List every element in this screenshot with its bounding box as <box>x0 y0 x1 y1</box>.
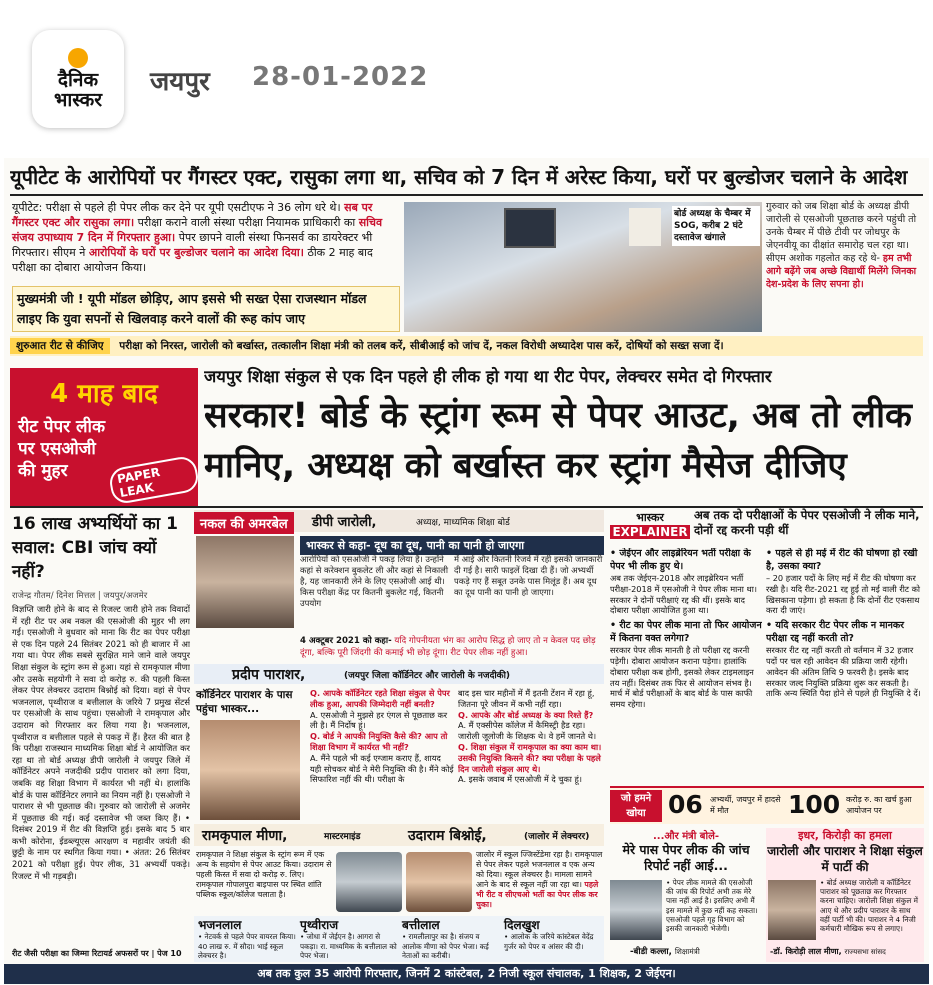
dp-jaroli-photo[interactable] <box>196 536 294 628</box>
sun-icon <box>68 48 88 68</box>
chain-text: • रामलीलापुर का है। संजय व आलोक मीणा को पेपर भेजा। कई नेताओं का करीबी। <box>402 932 489 960</box>
explainer-question: • यदि सरकार रीट पेपर लीक न मानकर परीक्षा रद्द नहीं करती तो? <box>766 620 905 644</box>
cbi-byline: राजेन्द्र गौतम/ दिनेश मित्तल | जयपुर/अजमेर <box>12 591 148 601</box>
kirodi-role: राज्यसभा सांसद <box>844 948 886 956</box>
ramkripal-text: रामकृपाल ने शिक्षा संकुल के स्ट्रांग रूम में एक अन्य के सहयोग से पेपर आउट किया। उदाराम से पहली किस्त में सवा दो करोड़ रु. लिए। रामकृपाल गोपालपुरा बाइपास पर स्थित शांति पब्लिक स्कूल/कॉलेज चलाता है। <box>196 850 332 899</box>
answer: A. मैं एक्सीपेस कॉलेज में कैमिस्ट्री हैड रहा। जारोली जूलोजी के शिक्षक थे। वे हमें जानते थे। <box>458 720 597 742</box>
minister-headline: मेरे पास पेपर लीक की जांच रिपोर्ट नहीं आई... <box>622 842 750 873</box>
portrait-frame-shape <box>629 208 661 246</box>
newspaper-page[interactable] <box>4 158 929 985</box>
explainer-label2: EXPLAINER <box>610 525 690 539</box>
oct-text: यदि गोपनीयता भंग का आरोप सिद्ध हो जाए तो न केवल पद छोड़ दूंगा, बल्कि पूरी जिंदगी की कमाई भी छोड़ दूंगा। रीट पेपर लीक नहीं हुआ। <box>300 636 596 658</box>
right-note <box>766 200 926 334</box>
qa-col2 <box>458 688 604 820</box>
question: Q. बोर्ड ने आपकी नियुक्ति कैसे की? आप तो शिक्षा विभाग में कार्यरत भी नहीं? <box>310 731 448 752</box>
top-headline: यूपीटेट के आरोपियों पर गैंगस्टर एक्ट, रासुका लगा था, सचिव को 7 दिन में अरेस्ट किया, घरों पर बुल्डोजर चलाने के आदेश <box>10 165 908 189</box>
cbi-body: विज्ञप्ति जारी होने के बाद से रिजल्ट जारी होने तक विवादों में रही रीट पर अब नकल की एसओजी की मुहर भी लग गई। एसओजी ने बुधवार को माना कि रीट का पेपर परीक्षा से एक दिन पहले 24 सितंबर 2021 को ही बाजार में आ गया था। पेपर लीक सबसे सुरक्षित माने जाने वाले जयपुर शिक्षा संकुल के स्ट्रांग रूम से हुआ। यहां से रामकृपाल मीणा और उसके सहयोगी ने सवा दो करोड़ रु. की पहली किस्त लेकर पेपर लेक्चरर उदाराम बिश्नोई को दिया। वहां से पेपर भजनलाल, पृथ्वीराज व बत्तीलाल के जरिये 7 प्रमुख सेंटर्स पर एसओजी के साथ पहुंचा। एसओजी ने रामकृपाल और उदाराम को गिरफ्तार कर लिया गया है। भजनलाल, पृथ्वीराज व बत्तीलाल पहले से पकड़ में हैं। हैरत की बात है कि परीक्षा राजस्थान माध्यमिक शिक्षा बोर्ड ने आयोजित कर रहा था तो बोर्ड अध्यक्ष डीपी जारोली ने जयपुर जिले में कॉर्डिनेटर अपने नजदीकी प्रदीप पाराशर को लगा दिया, जबकि वह शिक्षा विभाग में कार्यरत भी नहीं थे। हालांकि बोर्ड के पास कॉर्डिनेटर लगाने का नियम नहीं है। एसओजी ने पाराशर से भी पूछताछ की। गुरुवार को जारोली से अजमेर में पूछताछ की गई। कई दस्तावेज भी जब्त किए हैं। • दिसंबर 2019 में रीट की विज्ञप्ति हुई। इसके बाद 5 बार कभी कोरोना, ईडब्ल्यूएस आरक्षण व महावीर जयंती की छुट्टी के नाम पर स्थगित किया गया। • अंतत: 26 सितंबर 2021 को परीक्षा हुई। पेपर लीक, 31 अभ्यर्थी पकड़े। रिजल्ट में भी गड़बड़ी। <box>12 604 190 881</box>
four-months-title: 4 माह बाद <box>50 379 158 409</box>
kirodi-box <box>766 828 924 962</box>
minister-signature <box>630 946 700 957</box>
pradeep-parashar-photo[interactable] <box>200 720 300 820</box>
chain-text: • जोधा में जेईएन है। आगरा से पकड़ा। रा. माध्यमिक के बत्तीलाल को पेपर भेजा। <box>300 932 397 960</box>
dainik-bhaskar-logo[interactable] <box>32 30 124 128</box>
answer: बाद इस चार महीनों में मैं इतनी टेंशन में रहा हूं, जितना पूरे जीवन में कभी नहीं रहा। <box>458 688 595 709</box>
question: Q. आपके और बोर्ड अध्यक्ष के क्या रिश्ते हैं? <box>458 709 594 720</box>
four-months-box <box>10 368 198 506</box>
answer: A. मैंने पहले भी कई एग्जाम कराए हैं, शायद यही सोचकर बोर्ड ने मेरी नियुक्ति की है। मैंने कोई सिफारिश नहीं की थी। परीक्षा के <box>310 752 454 785</box>
chain-name: दिलखुश <box>504 918 540 932</box>
coordinator-head: कॉर्डिनेटर पाराशर के पास पहुंचा भास्कर... <box>196 689 293 715</box>
kirodi-pre: इधर, किरोड़ी का हमला <box>798 829 892 842</box>
reet-leak-line: पर एसओजी <box>18 439 96 459</box>
explainer-question: • पहले से ही मई में रीट की घोषणा हो रखी है, उसका क्या? <box>766 548 918 572</box>
kalla-photo[interactable] <box>610 880 662 940</box>
cbi-footer: रीट जैसी परीक्षा का जिम्मा रिटायर्ड अफसरों पर | पेज 10 <box>12 949 182 958</box>
paper-leak-stamp: PAPER LEAK <box>108 455 201 506</box>
top-story-text: यूपीटेट: परीक्षा से पहले ही पेपर लीक कर देने पर यूपी एसटीएफ ने 36 लोग धरे थे। <box>12 201 341 214</box>
qa-col1 <box>310 688 454 820</box>
reet-leak-line: रीट पेपर लीक <box>18 417 106 437</box>
dp-title: अध्यक्ष, माध्यमिक शिक्षा बोर्ड <box>416 518 510 528</box>
deaths-text: अभ्यर्थी, जयपुर में हादसे में मौत <box>710 795 781 815</box>
chain-name: भजनलाल <box>198 918 242 932</box>
chain-text: • आलोक के जरिये कांस्टेबल वेदेंद्र गुर्जर को पेपर व आंसर की दी। <box>504 932 594 951</box>
sub-headline: जयपुर शिक्षा संकुल से एक दिन पहले ही लीक हो गया था रीट पेपर, लेक्चरर समेत दो गिरफ्तार <box>204 367 772 386</box>
ramkripal-photo[interactable] <box>336 852 402 912</box>
pradeep-header <box>194 664 604 684</box>
edition-city: जयपुर <box>150 67 210 97</box>
oct-label: 4 अक्टूबर 2021 को कहा- <box>300 636 392 646</box>
minister-role: शिक्षामंत्री <box>674 947 700 956</box>
dp-quote-col1: आरोपियों को एसओजी ने पकड़ लिया है। उन्होंने कहां से करेक्शन बुकलेट ली और कहां से निकाली है, यह जानकारी लेने के लिए एसओजी आई थी। किस परीक्षा केंद्र पर कितनी बुकलेट गई, कितनी उपयोग <box>300 554 449 608</box>
pradeep-title: (जयपुर जिला कॉर्डिनेटर और जारोली के नजदीकी) <box>344 671 511 681</box>
dp-name: डीपी जारोली, <box>312 515 377 530</box>
explainer-headline: अब तक दो परीक्षाओं के पेपर एसओजी ने लीक माने, दोनों रद्द करनी पड़ी थीं <box>694 508 920 537</box>
loss-strip <box>610 786 924 824</box>
sog-raid-photo[interactable] <box>404 202 762 332</box>
ramkripal-title: मास्टरमाइंड <box>324 832 361 842</box>
logo-text-line1: दैनिक <box>57 69 99 91</box>
explainer-answer: अब तक जेईएन-2018 और लाइब्रेरियन भर्ती परीक्षा-2018 में एसओजी ने पेपर लीक माना था। सरकार ने दोनों परीक्षाएं रद्द की थीं। इसके बाद दोबारा परीक्षा आयोजित हुआ था। <box>610 573 757 616</box>
minister-sig: -बीडी कल्ला, <box>630 947 672 957</box>
accused-header <box>194 824 604 846</box>
answer: A. इसके जवाब में एसओजी में दे चुका हूं। <box>458 774 582 785</box>
explainer-label1: भास्कर <box>636 511 664 524</box>
top-story-text: पेपर छापने वाली संस्था फिनसर्व का डायरेक्टर भी गिरफ्तार। सीएम ने <box>12 231 373 259</box>
arrest-count-bar: अब तक कुल 35 आरोपी गिरफ्तार, जिनमें 2 कांस्टेबल, 2 निजी स्कूल संचालक, 1 शिक्षक, 2 जेईएन। <box>4 964 929 984</box>
question: Q. शिक्षा संकुल में रामकृपाल का क्या काम था। उसकी नियुक्ति किसने की? क्या परीक्षा के पहले दिन जारोली संकुल आए थे। <box>458 741 602 774</box>
loss-label <box>610 790 662 822</box>
top-story-highlight: सब पर गैंगस्टर एक्ट और रासुका लगा। <box>12 201 373 229</box>
ramkripal-name: रामकृपाल मीणा, <box>202 828 288 844</box>
deaths-count: 06 <box>668 790 703 819</box>
divider <box>10 194 923 196</box>
explainer-question: • रीट का पेपर लीक माना तो फिर आयोजन में कितना वक्त लगेगा? <box>610 620 762 644</box>
cbi-headline: 16 लाख अभ्यर्थियों का 1 सवाल: CBI जांच क्यों नहीं? <box>12 514 178 582</box>
loss-label-line1: जो हमने <box>620 793 652 804</box>
tv-screen-shape <box>504 208 556 248</box>
main-headline-line1: सरकार! बोर्ड के स्ट्रांग रूम से पेपर आउट, अब तो लीक <box>204 396 912 436</box>
top-story-highlight: सचिव संजय उपाध्याय 7 दिन में गिरफ्तार हुआ। <box>12 216 383 244</box>
kirodi-photo[interactable] <box>768 880 816 940</box>
explainer-col1 <box>610 548 762 782</box>
top-story <box>12 200 400 275</box>
kirodi-text: • बोर्ड अध्यक्ष जारोली व कॉर्डिनेटर पाराशर को पूछताछ कर गिरफ्तार करना चाहिए। जारोली शिक्षा संकुल में आए थे और प्रदीप पाराशर के साथ वहीं पार्टी भी की। पाराशर ने 4 निजी कर्मचारी मौखिक रूप से लगाए। <box>820 878 919 934</box>
top-story-text: ठीक 2 माह बाद परीक्षा का दोबारा आयोजन किया। <box>12 246 373 274</box>
reet-leak-line: की मुहर <box>18 461 68 481</box>
minister-box <box>610 828 762 962</box>
udaram-name: उदाराम बिश्नोई, <box>408 828 487 844</box>
demand-strip <box>10 336 923 356</box>
top-story-highlight: आरोपियों के घरों पर बुल्डोजर चलाने का आदेश दिया। <box>88 246 304 259</box>
cost-text: करोड़ रु. का खर्च हुआ आयोजन पर <box>846 795 912 815</box>
demand-label: शुरुआत रीट से कीजिए <box>10 338 110 354</box>
demand-text: परीक्षा को निरस्त, जारोली को बर्खास्त, तत्कालीन शिक्षा मंत्री को तलब करें, सीबीआई को जांच दें, नकल विरोधी अध्यादेश पास करें, दोषियों को सख्त सजा दें। <box>119 340 724 352</box>
udaram-highlight: पहले भी रीट व सीएचओ भर्ती का पेपर लीक कर चुका। <box>476 880 599 909</box>
kirodi-sig: -डॉ. किरोड़ी लाल मीणा, <box>770 947 842 956</box>
right-note-highlight: हम तभी आगे बढ़ेंगे जब अच्छे विद्यार्थी मिलेंगे जिनका देश-प्रदेश के लिए सपना हो। <box>766 253 917 290</box>
loss-label-line2: खोया <box>626 808 646 819</box>
main-headline-line2: मानिए, अध्यक्ष को बर्खास्त कर स्ट्रांग मैसेज दीजिए <box>204 446 847 486</box>
minister-pre: ...और मंत्री बोले- <box>653 831 719 842</box>
explainer-answer: सरकार पेपर लीक मानती है तो परीक्षा रद्द करनी पड़ेगी। दोबारा आयोजन कराना पड़ेगा। हालांकि दोबारा परीक्षा कब होगी, इसको लेकर टाइमलाइन तय नहीं। दिसंबर तक फिर से आयोजन संभव है। मार्च में बोर्ड परीक्षाओं के बाद बोर्ड के पास काफी समय रहेगा। <box>610 645 754 710</box>
udaram-title: (जालोर में लेक्चरर) <box>524 832 590 842</box>
answer: A. एसओजी ने मुझसे हर एंगल से पूछताछ कर ली है। मैं निर्दोष हूं। <box>310 709 448 731</box>
oct-statement <box>300 636 604 659</box>
photo-caption: बोर्ड अध्यक्ष के चैम्बर में SOG, करीब 2 घंटे दस्तावेज खंगाले <box>672 206 760 246</box>
udaram-text-block <box>476 850 604 912</box>
kirodi-signature <box>770 946 886 957</box>
explainer-answer: सरकार रीट रद्द नहीं करती तो वर्तमान में 32 हजार पदों पर चल रही आवेदन की प्रक्रिया जारी रहेगी। आवेदन की अंतिम तिथि 9 फरवरी है। इसके बाद सरकार जल्द नियुक्ति प्रक्रिया शुरू कर सकती है। ताकि अन्य स्थिति पैदा होने से पहले ही नियुक्ति दे दें। <box>766 645 921 699</box>
chain-text: • नेटवर्क से पहले पेपर वायरल किया। 40 लाख रु. में सौदा। भाई स्कूल लेक्चरर है। <box>198 932 296 960</box>
minister-text: • पेपर लीक मामले की एसओजी की जांच की रिपोर्ट अभी तक मेरे पास नहीं आई है। इसलिए अभी मैं इस मामले में कुछ नहीं कह सकता। एसओजी पहले गृह विभाग को इसकी जानकारी भेजेगी। <box>666 878 758 934</box>
logo-text-line2: भास्कर <box>53 89 103 111</box>
edition-date: 28-01-2022 <box>252 62 429 92</box>
pradeep-name: प्रदीप पाराशर, <box>232 667 306 683</box>
explainer-col2 <box>766 548 924 782</box>
explainer-answer: – 20 हजार पदों के लिए मई में रीट की घोषणा कर रखी है। यदि रीट-2021 रद्द हुई तो मई वाली रीट को खिसकाना पड़ेगा। हो सकता है कि दोनों रीट एकसाथ करा दी जाएं। <box>766 573 920 616</box>
nakal-label: नकल की अमरबेल <box>194 512 294 534</box>
explainer-question: • जेईएन और लाइब्रेरियन भर्ती परीक्षा के पेपर भी लीक हुए थे। <box>610 548 751 572</box>
chain-name: पृथ्वीराज <box>300 918 339 932</box>
cm-appeal-box <box>12 286 400 332</box>
top-story-text: परीक्षा कराने वाली संस्था परीक्षा नियामक प्राधिकारी का <box>137 216 356 229</box>
cost-count: 100 <box>788 790 841 819</box>
kirodi-headline: जारोली और पाराशर ने शिक्षा संकुल में पार्टी की <box>767 844 923 874</box>
leak-chain <box>194 916 604 962</box>
right-note-text: गुरुवार को जब शिक्षा बोर्ड के अध्यक्ष डीपी जारोली से एसओजी पूछताछ करने पहुंची तो उनके चैम्बर में पीछे टीवी पर जोधपुर के जेएनवीयू का दीक्षांत समारोह चल रहा था। सीएम अशोक गहलोत कह रहे थे- <box>766 201 917 264</box>
explainer-badge <box>610 510 690 539</box>
bhaskar-said-bar: भास्कर से कहा- दूध का दूध, पानी का पानी हो जाएगा <box>300 536 604 555</box>
dp-header <box>194 510 604 532</box>
dp-quote-col2: में आई और कितनी रिजर्व में रही इसकी जानकारी दी गई है। सारी फाइलें दिखा दी हैं। जो अभ्यर्थी पकड़े गए हैं सबूत उनके पास मिलूंड हैं। अब दूध का दूध पानी का पानी हो जाएगा। <box>454 554 603 597</box>
cm-appeal-text: मुख्यमंत्री जी ! यूपी मॉडल छोड़िए, आप इससे भी सख्त ऐसा राजस्थान मॉडल लाइए कि युवा सपनों से खिलवाड़ करने वालों की रूह कांप जाए <box>17 291 367 326</box>
udaram-photo[interactable] <box>406 852 472 912</box>
question: Q. आपके कॉर्डिनेटर रहते शिक्षा संकुल से पेपर लीक हुआ, आपकी जिम्मेदारी नहीं बनती? <box>310 688 450 709</box>
post-header <box>0 0 933 150</box>
chain-name: बत्तीलाल <box>402 918 440 932</box>
udaram-text: जालोर में स्कूल ज्जिस्टेंडेमा रहा है। रामकृपाल से पेपर लेकर पहले भजनलाल व एक अन्य को दिया। स्कूल लेक्चरर है। मामला सामने आने के बाद से स्कूल नहीं जा रहा था। <box>476 850 603 889</box>
